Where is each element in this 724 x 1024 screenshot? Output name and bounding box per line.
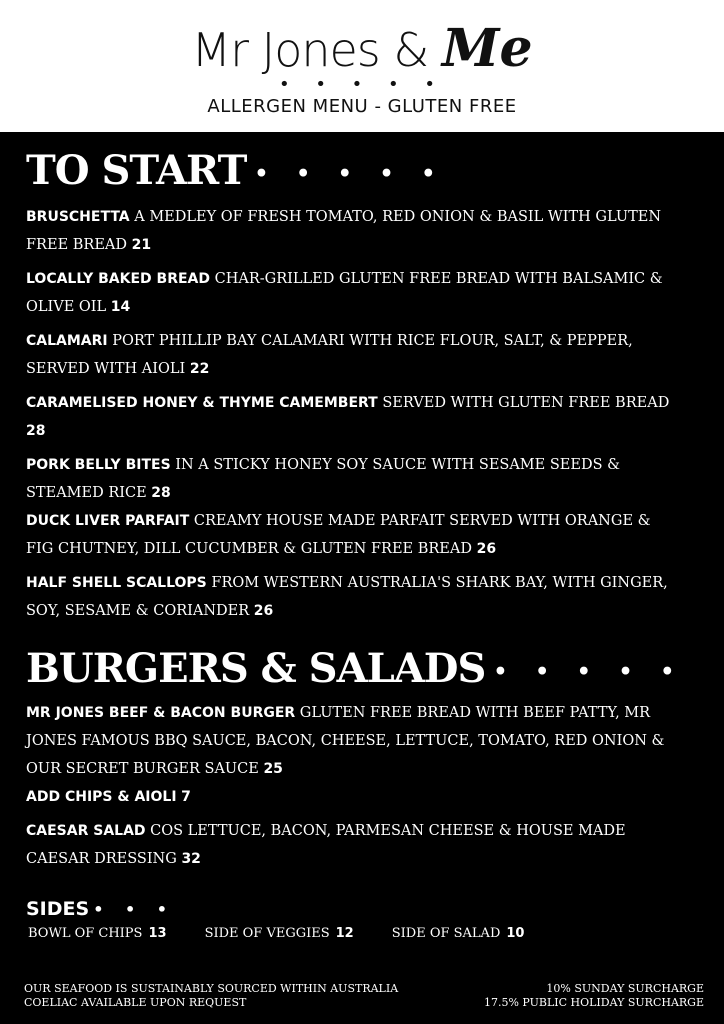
section-title — [26, 147, 676, 195]
title-dots: • • • • • — [254, 161, 446, 187]
item-name: DUCK LIVER PARFAIT — [26, 513, 190, 529]
menu-item — [26, 817, 676, 873]
item-name: LOCALLY BAKED BREAD — [26, 271, 210, 287]
side-item — [28, 926, 167, 941]
side-price: 13 — [148, 926, 167, 941]
section-title — [26, 645, 685, 693]
menu-item — [26, 389, 676, 445]
side-price: 12 — [335, 926, 354, 941]
burgers-items — [26, 699, 676, 873]
sides-title-text: SIDES — [26, 898, 90, 920]
item-price: 28 — [151, 485, 171, 501]
item-price: 26 — [476, 541, 497, 557]
to-start-section — [26, 147, 676, 625]
holiday-surcharge: 17.5% PUBLIC HOLIDAY SURCHARGE — [483, 996, 704, 1009]
menu-item — [26, 783, 676, 811]
item-desc: CHAR-GRILLED GLUTEN FREE BREAD WITH BALSAMIC & OLIVE OIL — [26, 271, 663, 315]
item-price: 26 — [253, 603, 274, 619]
item-price: 25 — [263, 761, 283, 777]
item-price: 22 — [189, 361, 210, 377]
item-desc: FROM WESTERN AUSTRALIA'S SHARK BAY, WITH GINGER, SOY, SESAME & CORIANDER — [26, 575, 668, 619]
item-desc: CREAMY HOUSE MADE PARFAIT SERVED WITH ORANGE & FIG CHUTNEY, DILL CUCUMBER & GLUTEN FREE BREAD — [26, 513, 651, 557]
side-name: BOWL OF CHIPS — [28, 926, 143, 941]
menu-item — [26, 699, 676, 783]
item-desc: GLUTEN FREE BREAD WITH BEEF PATTY, MR JONES FAMOUS BBQ SAUCE, BACON, CHEESE, LETTUCE, TOMATO, RED ONION & OUR SECRET BURGER SAUCE — [26, 705, 665, 777]
menu-subtitle: ALLERGEN MENU - GLUTEN FREE — [207, 96, 517, 117]
logo-script: Me — [441, 18, 533, 79]
footer-notes-left — [24, 982, 398, 1010]
item-price: 28 — [26, 423, 46, 439]
item-name: CAESAR SALAD — [26, 823, 146, 839]
item-desc: PORT PHILLIP BAY CALAMARI WITH RICE FLOUR, SALT, & PEPPER, SERVED WITH AIOLI — [26, 333, 633, 377]
side-name: SIDE OF SALAD — [391, 926, 501, 941]
title-dots: • • • • • — [493, 659, 685, 685]
menu-item — [26, 327, 676, 383]
item-name: BRUSCHETTA — [26, 209, 130, 225]
item-name: CARAMELISED HONEY & THYME CAMEMBERT — [26, 395, 378, 411]
section-title-text: BURGERS & SALADS — [26, 645, 486, 692]
item-price: 14 — [110, 299, 131, 315]
footer-notes-right — [484, 982, 704, 1010]
item-desc: A MEDLEY OF FRESH TOMATO, RED ONION & BASIL WITH GLUTEN FREE BREAD — [26, 209, 662, 253]
sunday-surcharge: 10% SUNDAY SURCHARGE — [546, 982, 704, 995]
menu-header — [0, 0, 724, 132]
side-item — [392, 926, 525, 941]
title-dots: • • • — [93, 900, 176, 919]
side-price: 10 — [506, 926, 525, 941]
item-name: MR JONES BEEF & BACON BURGER — [26, 705, 296, 721]
burgers-salads-section — [26, 645, 685, 873]
menu-item — [26, 451, 676, 507]
menu-item — [26, 507, 676, 563]
seafood-note: OUR SEAFOOD IS SUSTAINABLY SOURCED WITHIN AUSTRALIA — [24, 982, 399, 995]
item-name: ADD CHIPS & AIOLI — [26, 789, 177, 805]
side-name: SIDE OF VEGGIES — [204, 926, 330, 941]
item-name: CALAMARI — [26, 333, 108, 349]
side-item — [205, 926, 354, 941]
item-price: 7 — [181, 789, 191, 805]
logo-text: Mr Jones & — [191, 23, 429, 77]
menu-item — [26, 265, 676, 321]
item-name: HALF SHELL SCALLOPS — [26, 575, 207, 591]
item-desc: SERVED WITH GLUTEN FREE BREAD — [382, 395, 670, 411]
logo-dots: • • • • • — [279, 74, 445, 95]
item-desc: COS LETTUCE, BACON, PARMESAN CHEESE & HOUSE MADE CAESAR DRESSING — [26, 823, 626, 867]
item-name: PORK BELLY BITES — [26, 457, 171, 473]
sides-list — [28, 926, 562, 941]
to-start-items — [26, 203, 676, 625]
item-desc: IN A STICKY HONEY SOY SAUCE WITH SESAME SEEDS & STEAMED RICE — [26, 457, 621, 501]
item-price: 32 — [181, 851, 201, 867]
menu-item — [26, 203, 676, 259]
coeliac-note: COELIAC AVAILABLE UPON REQUEST — [24, 996, 247, 1009]
menu-item — [26, 569, 676, 625]
sides-title — [26, 898, 175, 920]
logo — [0, 18, 724, 79]
item-price: 21 — [131, 237, 152, 253]
section-title-text: TO START — [26, 147, 247, 194]
